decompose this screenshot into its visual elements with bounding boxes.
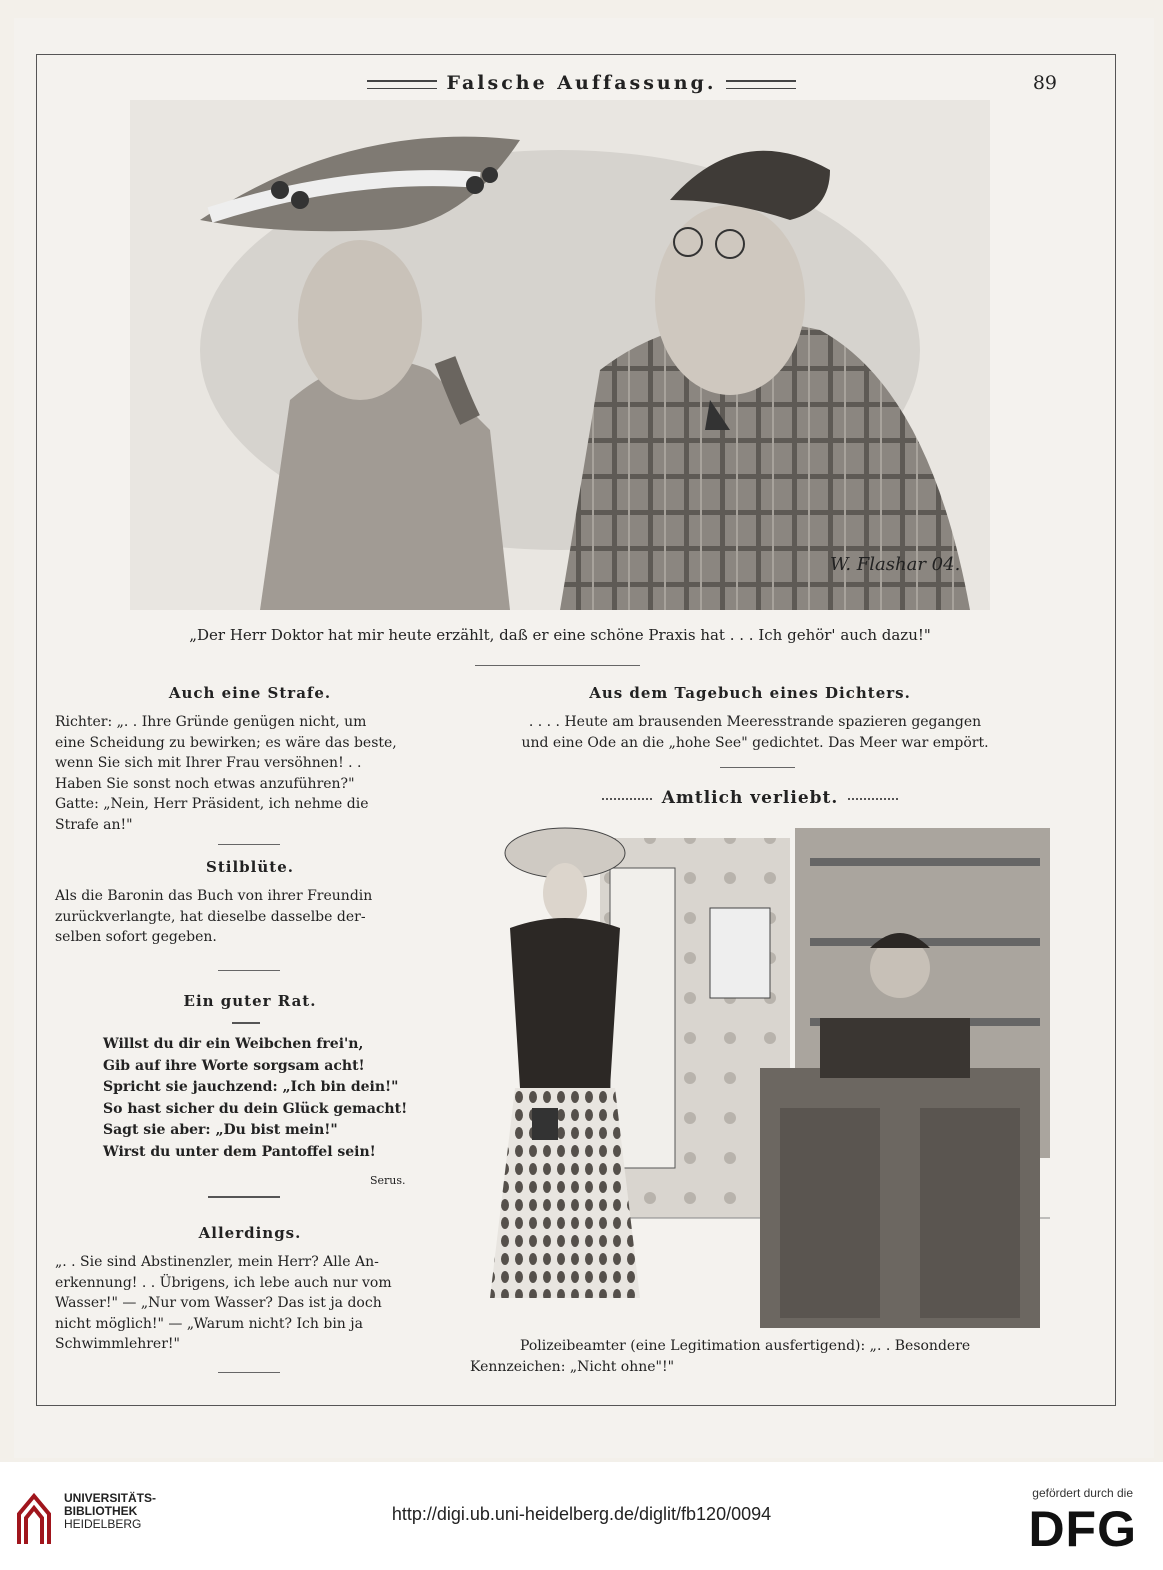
heading-strafe: Auch eine Strafe. bbox=[168, 684, 332, 702]
strafe-line: Gatte: „Nein, Herr Präsident, ich nehme die bbox=[55, 796, 369, 812]
strafe-line: Haben Sie sonst noch etwas anzuführen?" bbox=[55, 775, 355, 792]
library-line: BIBLIOTHEK bbox=[64, 1504, 138, 1518]
poem-rat bbox=[103, 1034, 407, 1163]
ornament-rat-end bbox=[208, 1196, 280, 1198]
stilbluete-line: Als die Baronin das Buch von ihrer Freundin bbox=[55, 888, 373, 904]
police-office-drawing bbox=[470, 818, 1050, 1328]
strafe-line: wenn Sie sich mit Ihrer Frau versöhnen! . . bbox=[55, 755, 362, 771]
poem-line: Gib auf ihre Worte sorgsam acht! bbox=[103, 1057, 365, 1074]
divider-strafe bbox=[218, 844, 280, 845]
poem-line: So hast sicher du dein Glück gemacht! bbox=[103, 1100, 408, 1117]
funded-by-text: gefördert durch die bbox=[1032, 1486, 1133, 1500]
tagebuch-line: und eine Ode an die „hohe See" gedichtet. Das Meer war empört. bbox=[521, 734, 989, 751]
strafe-line: Richter: „. . Ihre Gründe genügen nicht, um bbox=[55, 714, 367, 730]
heading-stilbluete: Stilblüte. bbox=[206, 858, 294, 876]
text-stilbluete bbox=[55, 886, 445, 948]
heading-rat: Ein guter Rat. bbox=[183, 992, 317, 1010]
running-title bbox=[0, 72, 1163, 94]
amtlich-title: Amtlich verliebt. bbox=[661, 788, 839, 808]
page-number: 89 bbox=[1032, 72, 1057, 94]
divider-tagebuch bbox=[720, 767, 795, 768]
library-line: UNIVERSITÄTS- bbox=[64, 1491, 157, 1505]
caption-amtlich bbox=[470, 1336, 1050, 1377]
allerdings-line: „. . Sie sind Abstinenzler, mein Herr? Alle An- bbox=[55, 1254, 379, 1270]
library-line: HEIDELBERG bbox=[64, 1517, 142, 1531]
running-title-text: Falsche Auffassung. bbox=[446, 72, 717, 94]
right-ornament bbox=[726, 80, 796, 89]
left-ornament-amtlich bbox=[602, 798, 652, 800]
poem-line: Sagt sie aber: „Du bist mein!" bbox=[103, 1122, 338, 1138]
poem-author: Serus. bbox=[370, 1174, 406, 1187]
tagebuch-line: . . . . Heute am brausenden Meeresstrande spazieren gegangen bbox=[528, 714, 982, 730]
right-ornament-amtlich bbox=[848, 798, 898, 800]
poem-line: Spricht sie jauchzend: „Ich bin dein!" bbox=[103, 1079, 399, 1095]
dfg-logo: DFG bbox=[1028, 1501, 1137, 1557]
text-tagebuch bbox=[490, 712, 1020, 753]
poem-line: Willst du dir ein Weibchen frei'n, bbox=[103, 1036, 364, 1052]
divider-allerdings bbox=[218, 1372, 280, 1373]
strafe-line: Strafe an!" bbox=[55, 816, 133, 833]
text-strafe bbox=[55, 712, 445, 835]
stilbluete-line: selben sofort gegeben. bbox=[55, 929, 217, 945]
heading-tagebuch: Aus dem Tagebuch eines Dichters. bbox=[589, 684, 911, 702]
ornament-rat bbox=[232, 1022, 260, 1024]
heading-amtlich bbox=[490, 788, 1010, 808]
left-ornament bbox=[367, 80, 437, 89]
poem-line: Wirst du unter dem Pantoffel sein! bbox=[103, 1143, 376, 1160]
source-url[interactable]: http://digi.ub.uni-heidelberg.de/diglit/fb120/0094 bbox=[391, 1504, 772, 1524]
stilbluete-line: zurückverlangte, hat dieselbe dasselbe der- bbox=[55, 908, 366, 925]
allerdings-line: erkennung! . . Übrigens, ich lebe auch nur vom bbox=[55, 1274, 392, 1291]
amtlich-caption-line: Polizeibeamter (eine Legitimation ausfertigend): „. . Besondere bbox=[520, 1338, 971, 1354]
allerdings-line: Schwimmlehrer!" bbox=[55, 1336, 180, 1352]
amtlich-caption-line: Kennzeichen: „Nicht ohne"!" bbox=[470, 1358, 675, 1375]
two-women-drawing bbox=[130, 100, 990, 610]
strafe-line: eine Scheidung zu bewirken; es wäre das beste, bbox=[55, 734, 397, 751]
allerdings-line: nicht möglich!" — „Warum nicht? Ich bin ja bbox=[55, 1315, 363, 1332]
top-caption: „Der Herr Doktor hat mir heute erzählt, daß er eine schöne Praxis hat . . . Ich gehör' auch dazu!" bbox=[189, 626, 931, 644]
artist-signature: W. Flashar 04. bbox=[830, 554, 961, 575]
divider-stilbluete bbox=[218, 970, 280, 971]
top-illustration bbox=[130, 100, 990, 610]
divider-top bbox=[475, 665, 640, 666]
heading-allerdings: Allerdings. bbox=[198, 1224, 302, 1242]
allerdings-line: Wasser!" — „Nur vom Wasser? Das ist ja doch bbox=[55, 1295, 382, 1311]
text-allerdings bbox=[55, 1252, 445, 1355]
office-illustration bbox=[470, 818, 1050, 1328]
